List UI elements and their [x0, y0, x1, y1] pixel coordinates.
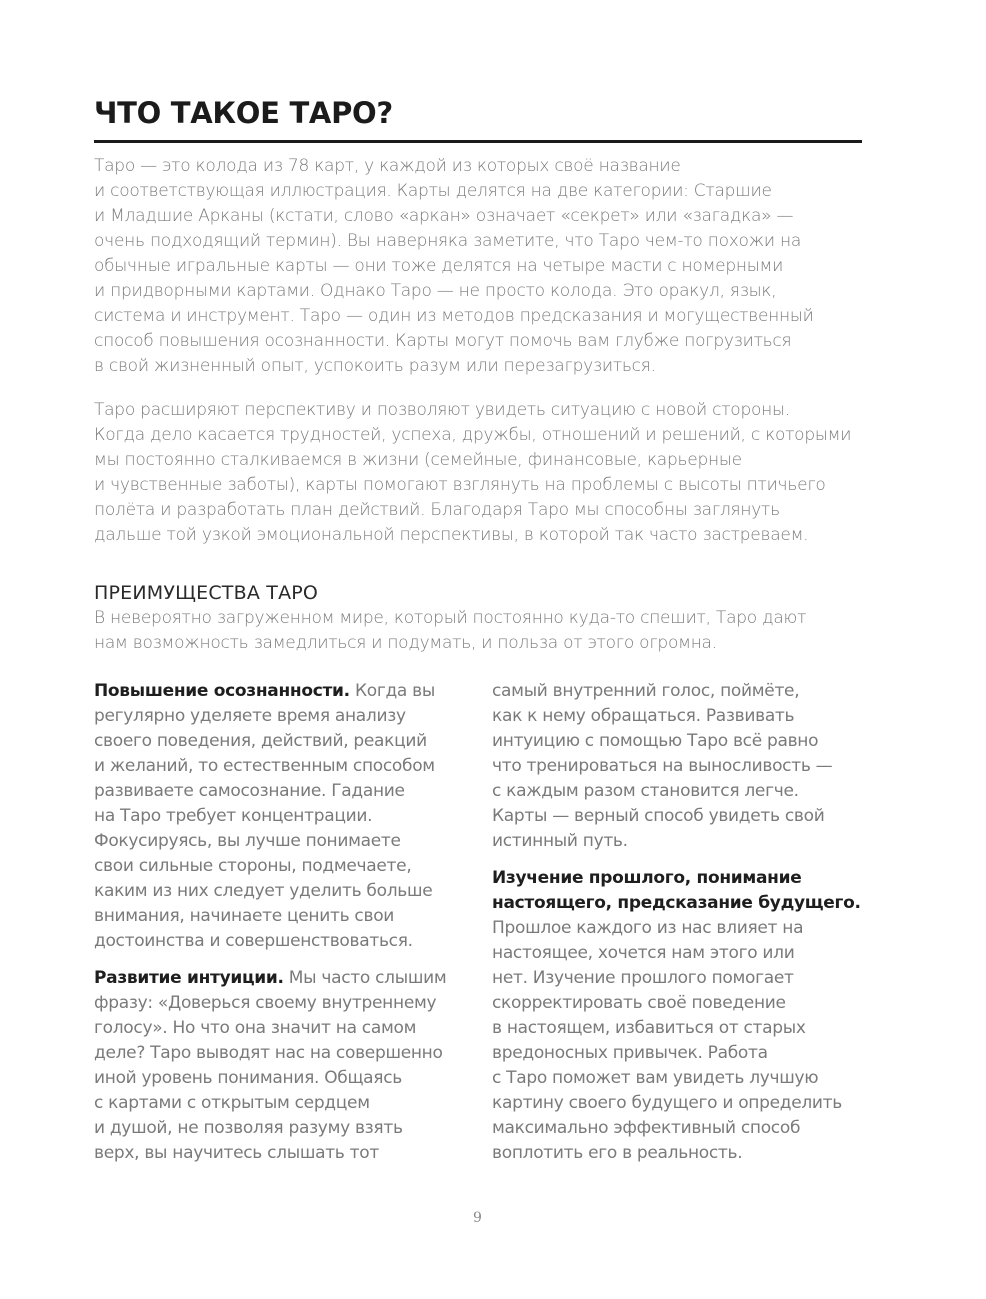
benefits-intro: В невероятно загруженном мире, который постоянно куда-то спешит, Таро дают нам возможность замедлиться и подумать, и польза от этого огромна.	[94, 608, 807, 653]
benefit-awareness: Повышение осознанности. Когда вы регулярно уделяете время анализу своего поведения, действий, реакций и желаний, то естественным способом развиваете самосознание. Гадание на Таро требует концентрации. Фокусируясь, вы лучше понимаете свои сильные стороны, подмечаете, каким из них следует уделить больше внимания, начинаете ценить свои достоинства и совершенствоваться.	[94, 681, 435, 951]
intro-paragraph-1: Таро — это колода из 78 карт, у каждой из которых своё название и соответствующая иллюстрация. Карты делятся на две категории: Старшие и Младшие Арканы (кстати, слово «аркан» означает «секрет» или «загадка» — очень подходящий термин). Вы наверняка заметите, что Таро чем-то похожи на обычные игральные карты — они тоже делятся на четыре масти с номерными и придворными картами. Однако Таро — не просто колода. Это оракул, язык, система и инструмент. Таро — один из методов предсказания и могущественный способ повышения осознанности. Карты могут помочь вам глубже погрузиться в свой жизненный опыт, успокоить разум или перезагрузиться.	[94, 156, 814, 376]
section-subheading: ПРЕИМУЩЕСТВА ТАРО	[94, 582, 319, 604]
title-divider	[94, 140, 862, 143]
benefit-intuition: Развитие интуиции. Мы часто слышим фразу: «Доверься своему внутреннему голосу». Но что она значит на самом деле? Таро выводят нас на совершенно иной уровень понимания. Общаясь с картами с открытым сердцем и душой, не позволяя разуму взять верх, вы научитесь слышать тот	[94, 968, 447, 1163]
benefit-past-present-future: Изучение прошлого, понимание настоящего, предсказание будущего. Прошлое каждого из нас влияет на настоящее, хочется нам этого или нет. Изучение прошлого помогает скорректировать своё поведение в настоящем, избавиться от старых вредоносных привычек. Работа с Таро поможет вам увидеть лучшую картину своего будущего и определить максимально эффективный способ воплотить его в реальность.	[492, 866, 872, 1166]
benefit-intuition-continued: самый внутренний голос, поймёте, как к нему обращаться. Развивать интуицию с помощью Таро всё равно что тренироваться на выносливость — с каждым разом становится легче. Карты — верный способ увидеть свой истинный путь.	[492, 681, 833, 851]
benefit-title: Развитие интуиции.	[94, 968, 284, 988]
right-column	[492, 679, 872, 1166]
page-title: ЧТО ТАКОЕ ТАРО?	[94, 96, 393, 130]
benefit-title: Изучение прошлого, понимание	[492, 868, 802, 888]
benefit-title: настоящего, предсказание будущего.	[492, 893, 861, 913]
page-number: 9	[473, 1210, 482, 1226]
intro-paragraph-2: Таро расширяют перспективу и позволяют увидеть ситуацию с новой стороны. Когда дело касается трудностей, успеха, дружбы, отношений и решений, с которыми мы постоянно сталкиваемся в жизни (семейные, финансовые, карьерные и чувственные заботы), карты помогают взглянуть на проблемы с высоты птичьего полёта и разработать план действий. Благодаря Таро мы способны заглянуть дальше той узкой эмоциональной перспективы, в которой так часто застреваем.	[94, 400, 852, 545]
benefit-title: Повышение осознанности.	[94, 681, 350, 701]
left-column	[94, 679, 474, 1166]
